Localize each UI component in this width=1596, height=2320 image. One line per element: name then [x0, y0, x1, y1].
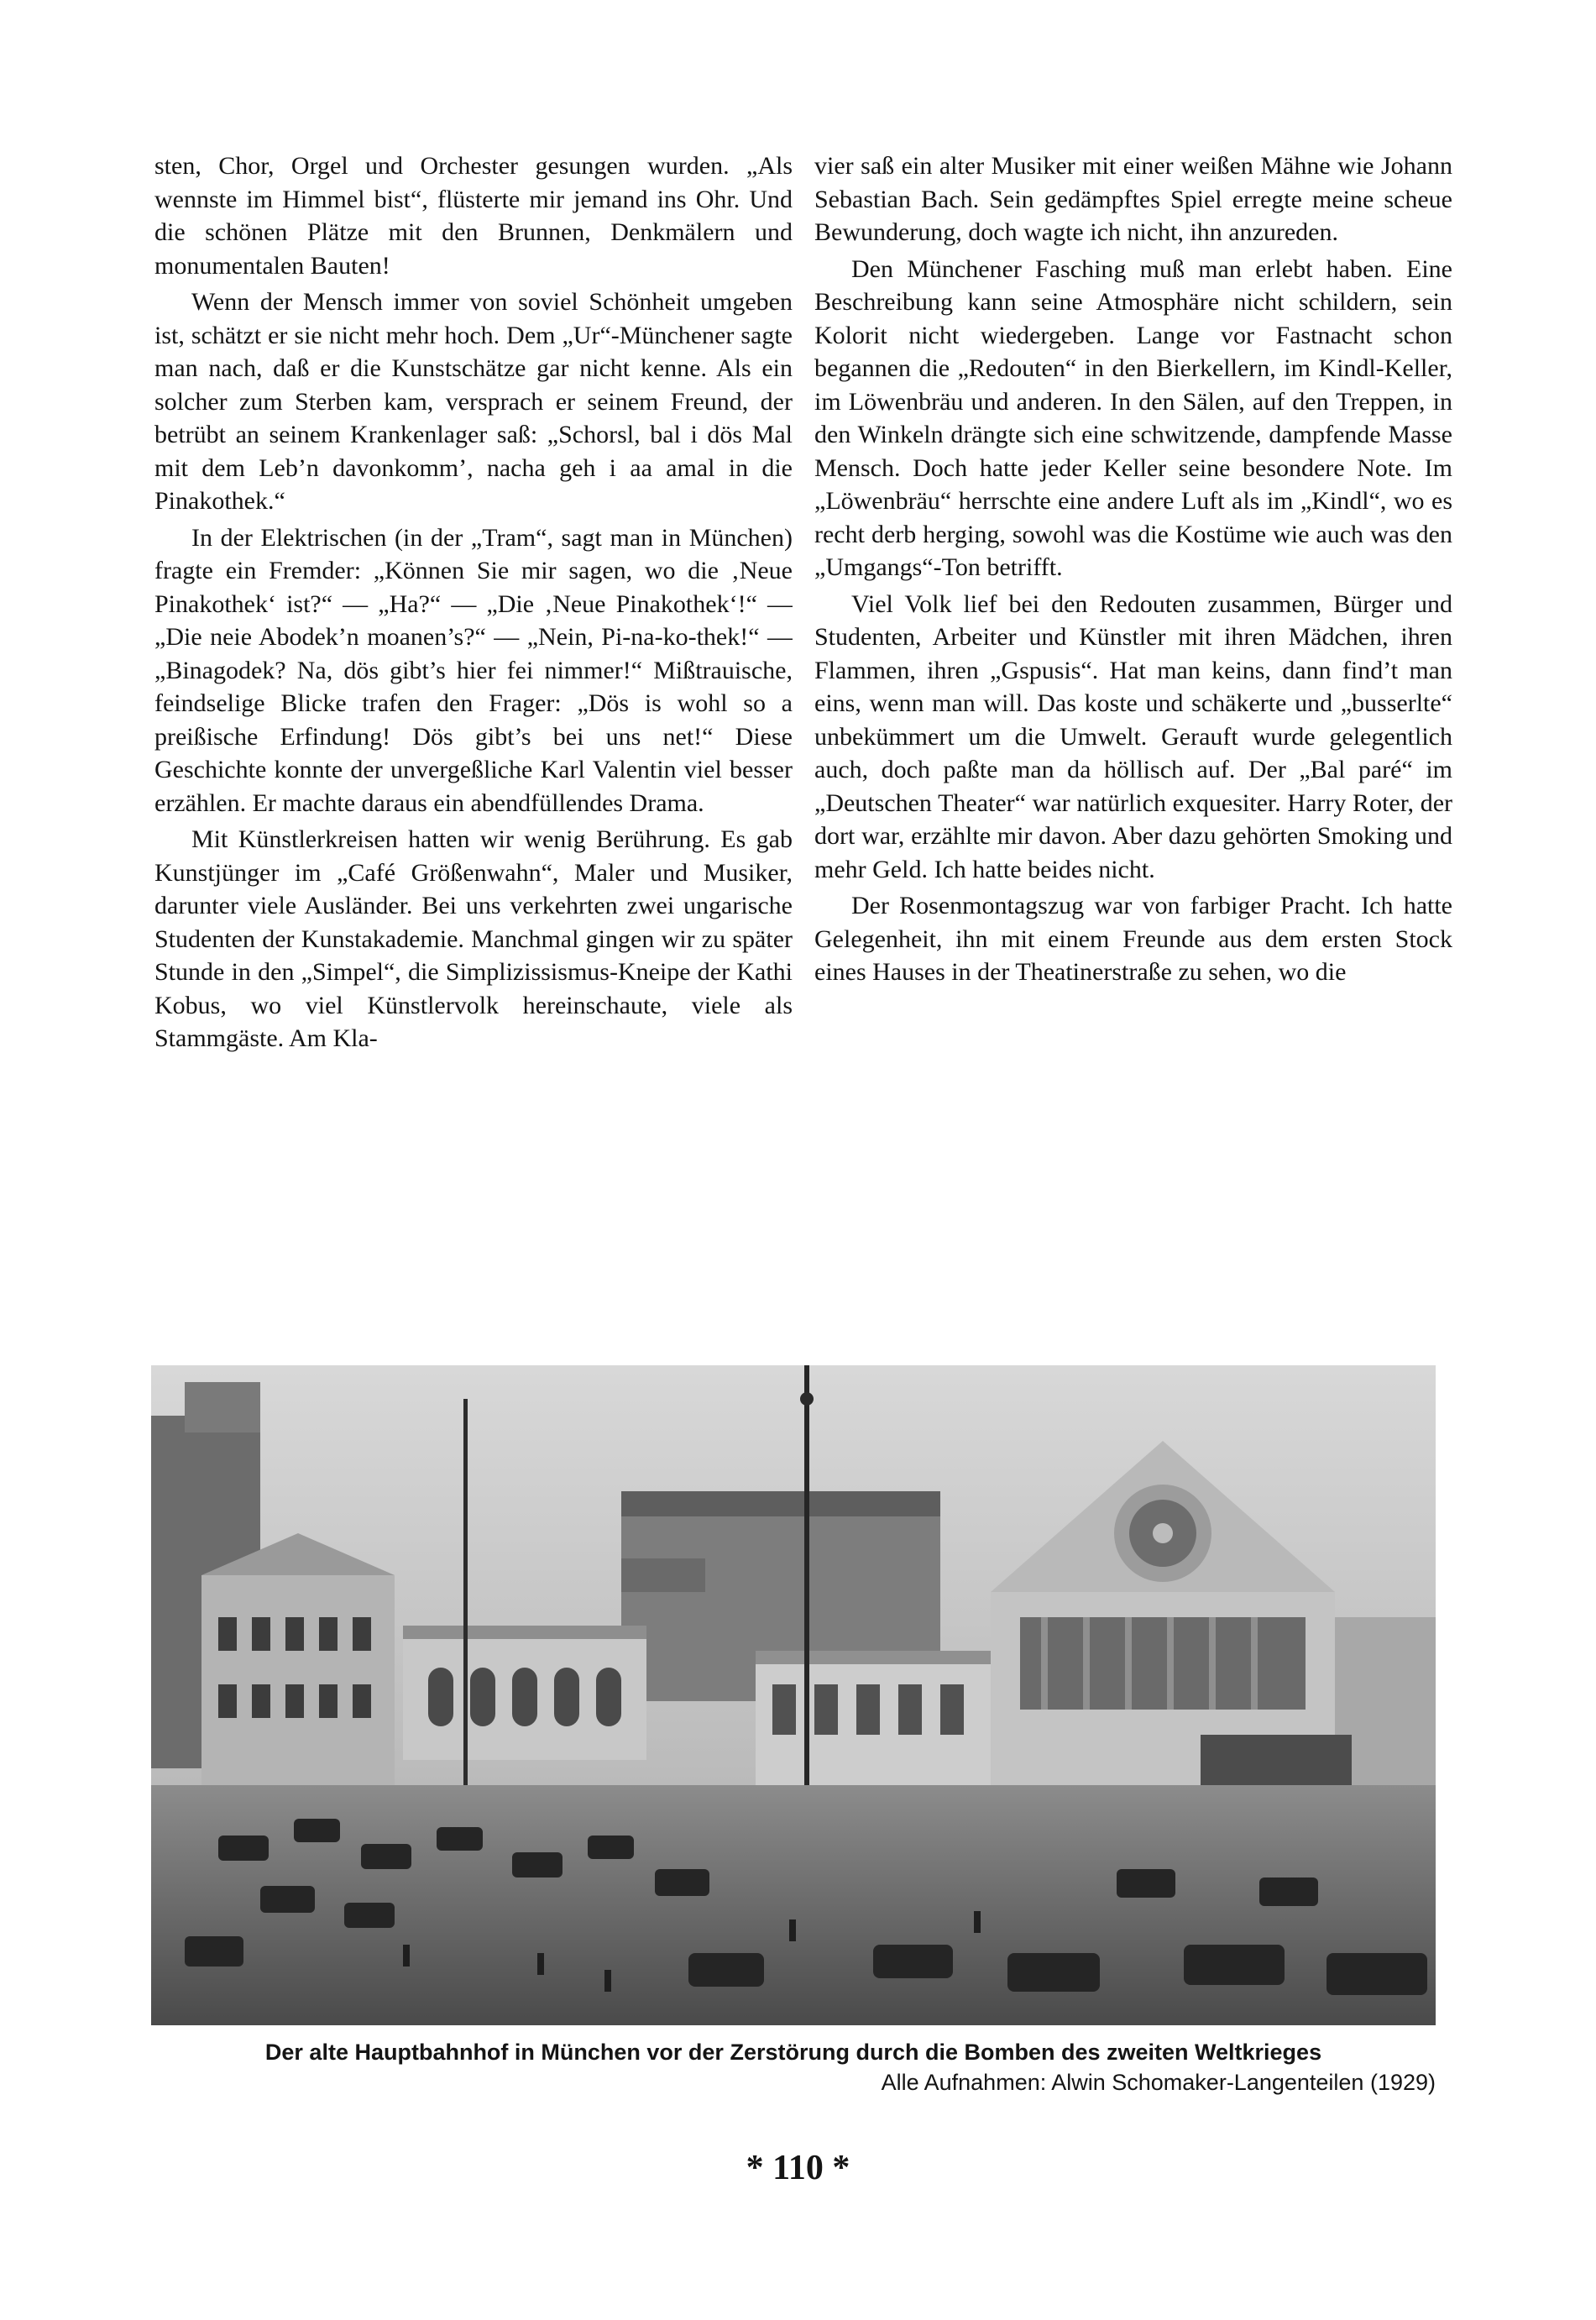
- paragraph: vier saß ein alter Musiker mit einer weißen Mähne wie Johann Sebastian Bach. Sein gedämpftes Spiel erregte meine scheue Bewunderung, doch wagte ich nicht, ihn anzureden.: [814, 152, 1452, 246]
- paragraph: Den Münchener Fasching muß man erlebt haben. Eine Beschreibung kann seine Atmosphäre nicht schildern, sein Kolorit nicht wiedergeben. Lange vor Fastnacht schon begannen die „Redouten“ in den Bierkellern, im Kindl-Keller, im Löwenbräu und anderen. In den Sälen, auf den Treppen, in den Winkeln drängte sich eine schwitzende, dampfende Masse Mensch. Doch hatte jeder Keller seine besondere Note. Im „Löwenbräu“ herrschte eine andere Luft als im „Kindl“, wo es recht derb herging, sowohl was die Kostüme wie auch was den „Umgangs“-Ton betrifft.: [814, 254, 1452, 581]
- right-text-column: [814, 149, 1452, 1342]
- paragraph: Viel Volk lief bei den Redouten zusammen, Bürger und Studenten, Arbeiter und Künstler mit ihren Mädchen, ihren Flammen, ihren „Gspusis“. Hat man keins, dann find’t man eins, wenn man will. Das koste und schäkerte und „busserlte“ unbekümmert um die Umwelt. Gerauft wurde gelegentlich auch, doch paßte man da höllisch auf. Der „Bal paré“ im „Deutschen Theater“ war natürlich exquesiter. Harry Roter, der dort war, erzählte mir davon. Aber dazu gehörten Smoking und mehr Geld. Ich hatte beides nicht.: [814, 589, 1452, 883]
- paragraph: Wenn der Mensch immer von soviel Schönheit umgeben ist, schätzt er sie nicht mehr hoch. Dem „Ur“-Münchener sagte man nach, daß er die Kunstschätze gar nicht kenne. Als ein solcher zum Sterben kam, versprach er seinem Freund, der betrübt an seinem Krankenlager saß: „Schorsl, bal i dös Mal mit dem Leb’n davonkomm’, nacha geh i aa amal in die Pinakothek.“: [154, 288, 793, 515]
- paragraph: Der Rosenmontagszug war von farbiger Pracht. Ich hatte Gelegenheit, ihn mit einem Freunde aus dem ersten Stock eines Hauses in der Theatinerstraße zu sehen, wo die: [814, 892, 1452, 986]
- station-photo-illustration: [151, 1365, 1436, 2025]
- paragraph: sten, Chor, Orgel und Orchester gesungen wurden. „Als wennste im Himmel bist“, flüsterte mir jemand ins Ohr. Und die schönen Plätze mit den Brunnen, Denkmälern und monumentalen Bauten!: [154, 152, 793, 280]
- photo-credit: Alle Aufnahmen: Alwin Schomaker-Langenteilen (1929): [881, 2070, 1436, 2095]
- photo-caption: Der alte Hauptbahnhof in München vor der Zerstörung durch die Bomben des zweiten Weltkrieges: [264, 2040, 1322, 2065]
- paragraph: Mit Künstlerkreisen hatten wir wenig Berührung. Es gab Kunstjünger im „Café Größenwahn“, Maler und Musiker, darunter viele Ausländer. Bei uns verkehrten zwei ungarische Studenten der Kunstakademie. Manchmal gingen wir zu später Stunde in den „Simpel“, die Simplizissismus-Kneipe der Kathi Kobus, wo viel Künstlervolk hereinschaute, viele als Stammgäste. Am Kla-: [154, 825, 793, 1052]
- left-text-column: [154, 149, 793, 1342]
- page-number: * 110 *: [746, 2149, 850, 2187]
- paragraph: In der Elektrischen (in der „Tram“, sagt man in München) fragte ein Fremder: „Können Sie mir sagen, wo die ‚Neue Pinakothek‘ ist?“ — „Ha?“ — „Die ‚Neue Pinakothek‘!“ — „Die neie Abodek’n moanen’s?“ — „Nein, Pi-na-ko-thek!“ — „Binagodek? Na, dös gibt’s hier fei nimmer!“ Mißtrauische, feindselige Blicke trafen den Frager: „Dös is wohl so a preißische Erfindung! Dös gibt’s bei uns net!“ Diese Geschichte konnte der unvergeßliche Karl Valentin viel besser erzählen. Er machte daraus ein abendfüllendes Drama.: [154, 523, 793, 817]
- station-photograph: [151, 1365, 1436, 2025]
